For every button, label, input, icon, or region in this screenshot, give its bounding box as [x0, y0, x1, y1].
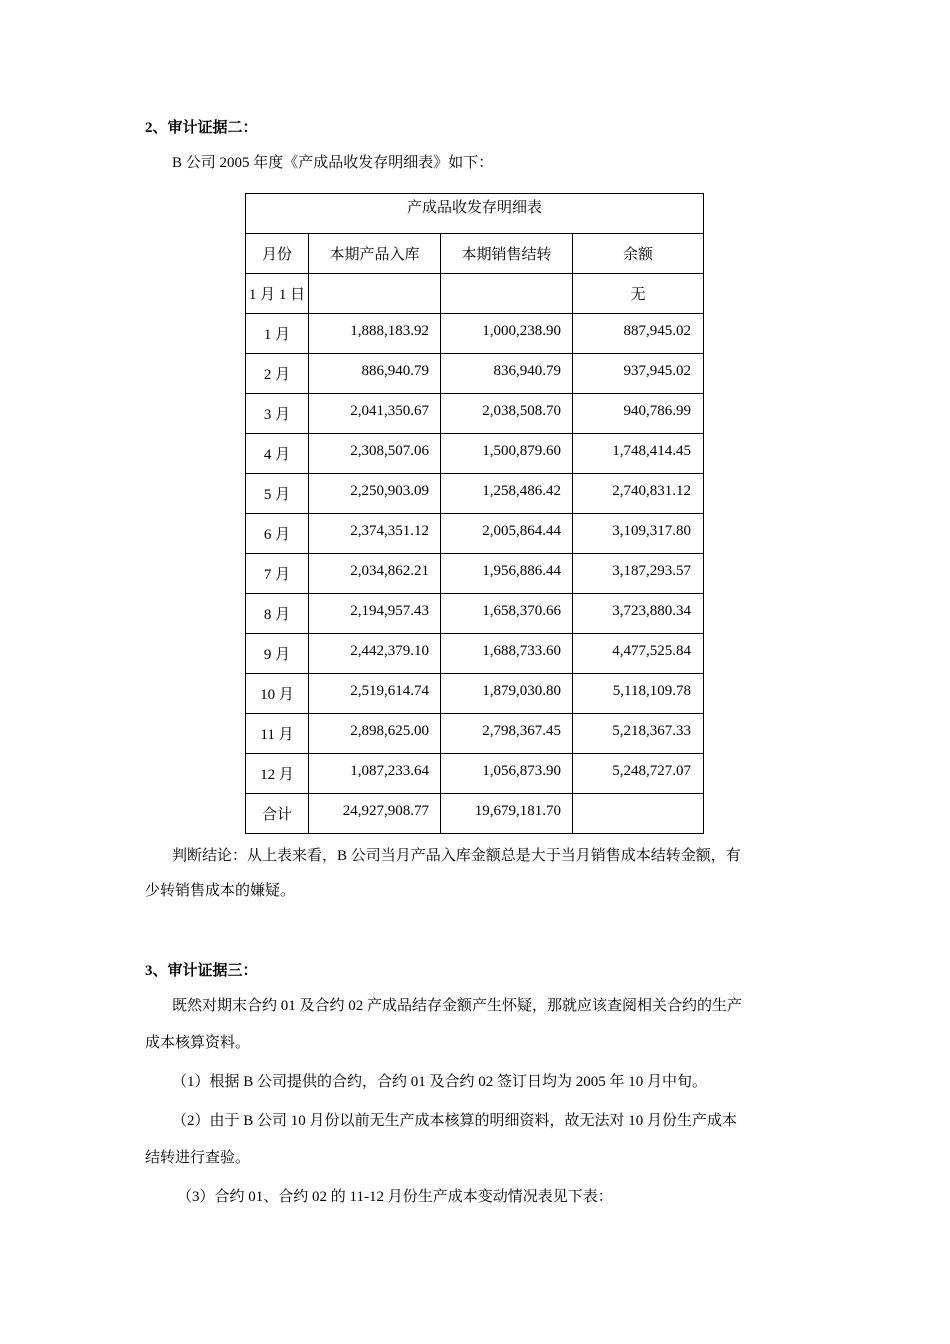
- cell-text: 5,248,727.07: [612, 763, 691, 779]
- cell-balance: [573, 634, 704, 674]
- table-row: [246, 314, 704, 354]
- cell-text: 合计: [261, 807, 292, 823]
- cell-text: 4 月: [263, 447, 291, 463]
- section2-intro: B 公司 2005 年度《产成品收发存明细表》如下：: [172, 155, 494, 171]
- cell-text: 1,500,879.60: [482, 443, 561, 459]
- cell-month: [246, 754, 309, 794]
- cell-text: 887,945.02: [623, 323, 691, 339]
- cell-sales-transfer: [441, 634, 573, 674]
- header-sales-transfer: 本期销售结转: [441, 234, 573, 274]
- cell-sales-transfer: [441, 554, 573, 594]
- cell-text: 2,374,351.12: [350, 523, 429, 539]
- cell-sales-transfer: [441, 474, 573, 514]
- cell-sales-transfer: [441, 434, 573, 474]
- cell-text: 1,688,733.60: [482, 643, 561, 659]
- cell-text: 1,888,183.92: [350, 323, 429, 339]
- cell-sales-transfer: [441, 354, 573, 394]
- cell-text: 3 月: [263, 407, 291, 423]
- header-balance: 余额: [573, 234, 704, 274]
- cell-month: [246, 314, 309, 354]
- table-row: [246, 714, 704, 754]
- table-title: 产成品收发存明细表: [406, 200, 542, 216]
- cell-month: [246, 674, 309, 714]
- cell-balance: [573, 394, 704, 434]
- cell-text: 4,477,525.84: [612, 643, 691, 659]
- cell-text: 2,038,508.70: [482, 403, 561, 419]
- cell-balance: [573, 594, 704, 634]
- cell-text: 2,740,831.12: [612, 483, 691, 499]
- cell-text: 1,879,030.80: [482, 683, 561, 699]
- cell-text: [573, 794, 703, 803]
- cell-balance: [573, 674, 704, 714]
- cell-text: 3,187,293.57: [612, 563, 691, 579]
- cell-text: 无: [630, 287, 646, 303]
- table-row: [246, 354, 704, 394]
- cell-text: 19,679,181.70: [474, 803, 561, 819]
- table-row: [246, 274, 704, 314]
- cell-text: 2,005,864.44: [482, 523, 561, 539]
- cell-text: 2,041,350.67: [350, 403, 429, 419]
- cell-text: 2,034,862.21: [350, 563, 429, 579]
- table-row: [246, 514, 704, 554]
- cell-month: [246, 434, 309, 474]
- section3-item2-line1: （2）由于 B 公司 10 月份以前无生产成本核算的明细资料，故无法对 10 月份生产成本: [172, 1113, 738, 1129]
- section2-heading: 2、审计证据二：: [145, 120, 258, 136]
- cell-inbound: [309, 274, 441, 314]
- cell-text: 937,945.02: [623, 363, 691, 379]
- cell-text: 1,056,873.90: [482, 763, 561, 779]
- cell-sales-transfer: [441, 514, 573, 554]
- cell-month: [246, 514, 309, 554]
- table-row: [246, 474, 704, 514]
- section3-para1-line2: 成本核算资料。: [145, 1035, 251, 1051]
- cell-inbound: [309, 514, 441, 554]
- cell-text: 5,118,109.78: [612, 683, 691, 699]
- cell-balance: [573, 474, 704, 514]
- cell-text: 1,956,886.44: [482, 563, 561, 579]
- cell-text: 5,218,367.33: [612, 723, 691, 739]
- cell-text: 2,250,903.09: [350, 483, 429, 499]
- cell-inbound: [309, 634, 441, 674]
- cell-text: 11 月: [260, 727, 294, 743]
- section3-para1-line1: 既然对期末合约 01 及合约 02 产成品结存金额产生怀疑，那就应该查阅相关合约的生产: [172, 998, 743, 1014]
- cell-text: 8 月: [263, 607, 291, 623]
- cell-text: 12 月: [260, 767, 294, 783]
- cell-text: 2,898,625.00: [350, 723, 429, 739]
- inventory-table: [245, 193, 704, 834]
- cell-text: 886,940.79: [361, 363, 429, 379]
- cell-text: 1,748,414.45: [612, 443, 691, 459]
- cell-inbound: [309, 794, 441, 834]
- cell-balance: [573, 274, 704, 314]
- cell-balance: [573, 794, 704, 834]
- cell-inbound: [309, 314, 441, 354]
- cell-sales-transfer: [441, 754, 573, 794]
- cell-balance: [573, 314, 704, 354]
- header-month: 月份: [246, 234, 309, 274]
- cell-text: 1 月: [263, 327, 291, 343]
- cell-sales-transfer: [441, 394, 573, 434]
- cell-balance: [573, 554, 704, 594]
- conclusion-line2: 少转销售成本的嫌疑。: [145, 883, 296, 899]
- cell-text: 10 月: [260, 687, 294, 703]
- conclusion-line1: 判断结论：从上表来看，B 公司当月产品入库金额总是大于当月销售成本结转金额，有: [172, 848, 741, 864]
- cell-sales-transfer: [441, 274, 573, 314]
- table-row: [246, 394, 704, 434]
- cell-inbound: [309, 754, 441, 794]
- table-row: [246, 554, 704, 594]
- cell-inbound: [309, 434, 441, 474]
- section3-item1: （1）根据 B 公司提供的合约，合约 01 及合约 02 签订日均为 2005 年 10 月中旬。: [172, 1074, 708, 1090]
- cell-balance: [573, 514, 704, 554]
- cell-inbound: [309, 354, 441, 394]
- cell-inbound: [309, 674, 441, 714]
- cell-text: 7 月: [263, 567, 291, 583]
- header-inbound: 本期产品入库: [309, 234, 441, 274]
- table-row: [246, 674, 704, 714]
- cell-text: 940,786.99: [623, 403, 691, 419]
- cell-text: 836,940.79: [493, 363, 561, 379]
- table-header-row: [246, 234, 704, 274]
- cell-text: 1,000,238.90: [482, 323, 561, 339]
- cell-text: 1,658,370.66: [482, 603, 561, 619]
- section3-item2-line2: 结转进行查验。: [145, 1150, 251, 1166]
- cell-text: 2,519,614.74: [350, 683, 429, 699]
- cell-text: 3,109,317.80: [612, 523, 691, 539]
- cell-text: 2,308,507.06: [350, 443, 429, 459]
- cell-inbound: [309, 554, 441, 594]
- cell-text: 3,723,880.34: [612, 603, 691, 619]
- table-row: [246, 794, 704, 834]
- cell-text: 6 月: [263, 527, 291, 543]
- table-title-row: [246, 194, 704, 234]
- table-row: [246, 634, 704, 674]
- cell-month: [246, 394, 309, 434]
- cell-balance: [573, 434, 704, 474]
- cell-text: 5 月: [263, 487, 291, 503]
- cell-sales-transfer: [441, 674, 573, 714]
- cell-month: [246, 474, 309, 514]
- table-row: [246, 754, 704, 794]
- cell-inbound: [309, 714, 441, 754]
- cell-sales-transfer: [441, 794, 573, 834]
- cell-inbound: [309, 394, 441, 434]
- cell-balance: [573, 714, 704, 754]
- cell-month: [246, 794, 309, 834]
- cell-text: [441, 274, 572, 283]
- cell-month: [246, 354, 309, 394]
- cell-month: [246, 274, 309, 314]
- section3-heading: 3、审计证据三：: [145, 963, 258, 979]
- cell-sales-transfer: [441, 594, 573, 634]
- cell-month: [246, 634, 309, 674]
- table-row: [246, 434, 704, 474]
- cell-sales-transfer: [441, 314, 573, 354]
- cell-month: [246, 714, 309, 754]
- cell-balance: [573, 754, 704, 794]
- cell-text: 1,258,486.42: [482, 483, 561, 499]
- cell-text: [309, 274, 440, 283]
- cell-inbound: [309, 594, 441, 634]
- cell-text: 2,194,957.43: [350, 603, 429, 619]
- cell-balance: [573, 354, 704, 394]
- cell-sales-transfer: [441, 714, 573, 754]
- cell-month: [246, 554, 309, 594]
- cell-text: 1 月 1 日: [248, 287, 306, 303]
- cell-text: 1,087,233.64: [350, 763, 429, 779]
- table-row: [246, 594, 704, 634]
- section3-item3: （3）合约 01、合约 02 的 11-12 月份生产成本变动情况表见下表：: [177, 1189, 613, 1205]
- cell-text: 9 月: [263, 647, 291, 663]
- cell-month: [246, 594, 309, 634]
- cell-text: 2,798,367.45: [482, 723, 561, 739]
- cell-text: 2,442,379.10: [350, 643, 429, 659]
- cell-text: 24,927,908.77: [342, 803, 429, 819]
- cell-inbound: [309, 474, 441, 514]
- cell-text: 2 月: [263, 367, 291, 383]
- table-title-cell: [246, 194, 704, 234]
